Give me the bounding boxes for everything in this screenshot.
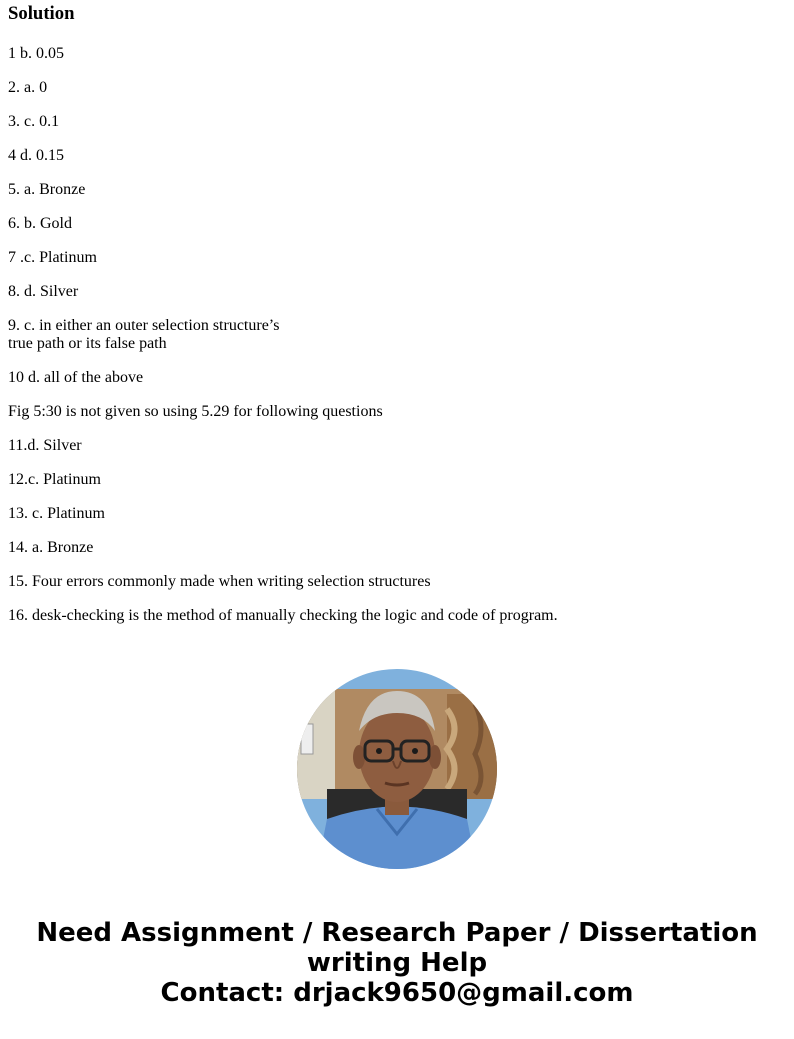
answer-item — [8, 113, 778, 131]
answer-list — [8, 45, 778, 625]
answer-item — [8, 215, 778, 233]
answer-item — [8, 403, 778, 421]
answer-text: 15. Four errors commonly made when writing selection structures — [8, 573, 431, 590]
answer-item — [8, 147, 778, 165]
answer-item — [8, 79, 778, 97]
answer-text: 1 b. 0.05 — [8, 45, 64, 62]
answer-text: 16. desk-checking is the method of manually checking the logic and code of program. — [8, 607, 558, 624]
answer-text: 4 d. 0.15 — [8, 147, 64, 164]
promo-contact: Contact: drjack9650@gmail.com — [160, 978, 634, 1008]
answer-item — [8, 45, 778, 63]
answer-item — [8, 607, 778, 625]
answer-text: 9. c. in either an outer selection structure’s — [8, 317, 280, 334]
solution-heading: Solution — [8, 3, 75, 24]
promo-banner — [0, 918, 794, 1008]
answer-item — [8, 317, 778, 353]
solution-document — [8, 0, 778, 625]
answer-text: 11.d. Silver — [8, 437, 82, 454]
answer-item — [8, 283, 778, 301]
answer-item — [8, 471, 778, 489]
answer-text: 6. b. Gold — [8, 215, 72, 232]
answer-item — [8, 181, 778, 199]
author-photo — [297, 669, 497, 869]
answer-text: 2. a. 0 — [8, 79, 48, 96]
answer-text: 13. c. Platinum — [8, 505, 105, 522]
answer-item — [8, 437, 778, 455]
answer-text: 7 .c. Platinum — [8, 249, 97, 266]
answer-text: true path or its false path — [8, 335, 167, 352]
answer-text: Fig 5:30 is not given so using 5.29 for following questions — [8, 403, 383, 420]
promo-line-2: writing Help — [306, 948, 488, 978]
answer-item — [8, 539, 778, 557]
answer-text: 8. d. Silver — [8, 283, 79, 300]
answer-text: 5. a. Bronze — [8, 181, 86, 198]
answer-item — [8, 505, 778, 523]
answer-text: 10 d. all of the above — [8, 369, 144, 386]
answer-item — [8, 369, 778, 387]
answer-text: 12.c. Platinum — [8, 471, 101, 488]
answer-text: 14. a. Bronze — [8, 539, 94, 556]
answer-item — [8, 249, 778, 267]
answer-text: 3. c. 0.1 — [8, 113, 60, 130]
promo-line-1: Need Assignment / Research Paper / Dissertation — [36, 918, 758, 948]
answer-item — [8, 573, 778, 591]
author-avatar — [297, 669, 497, 869]
